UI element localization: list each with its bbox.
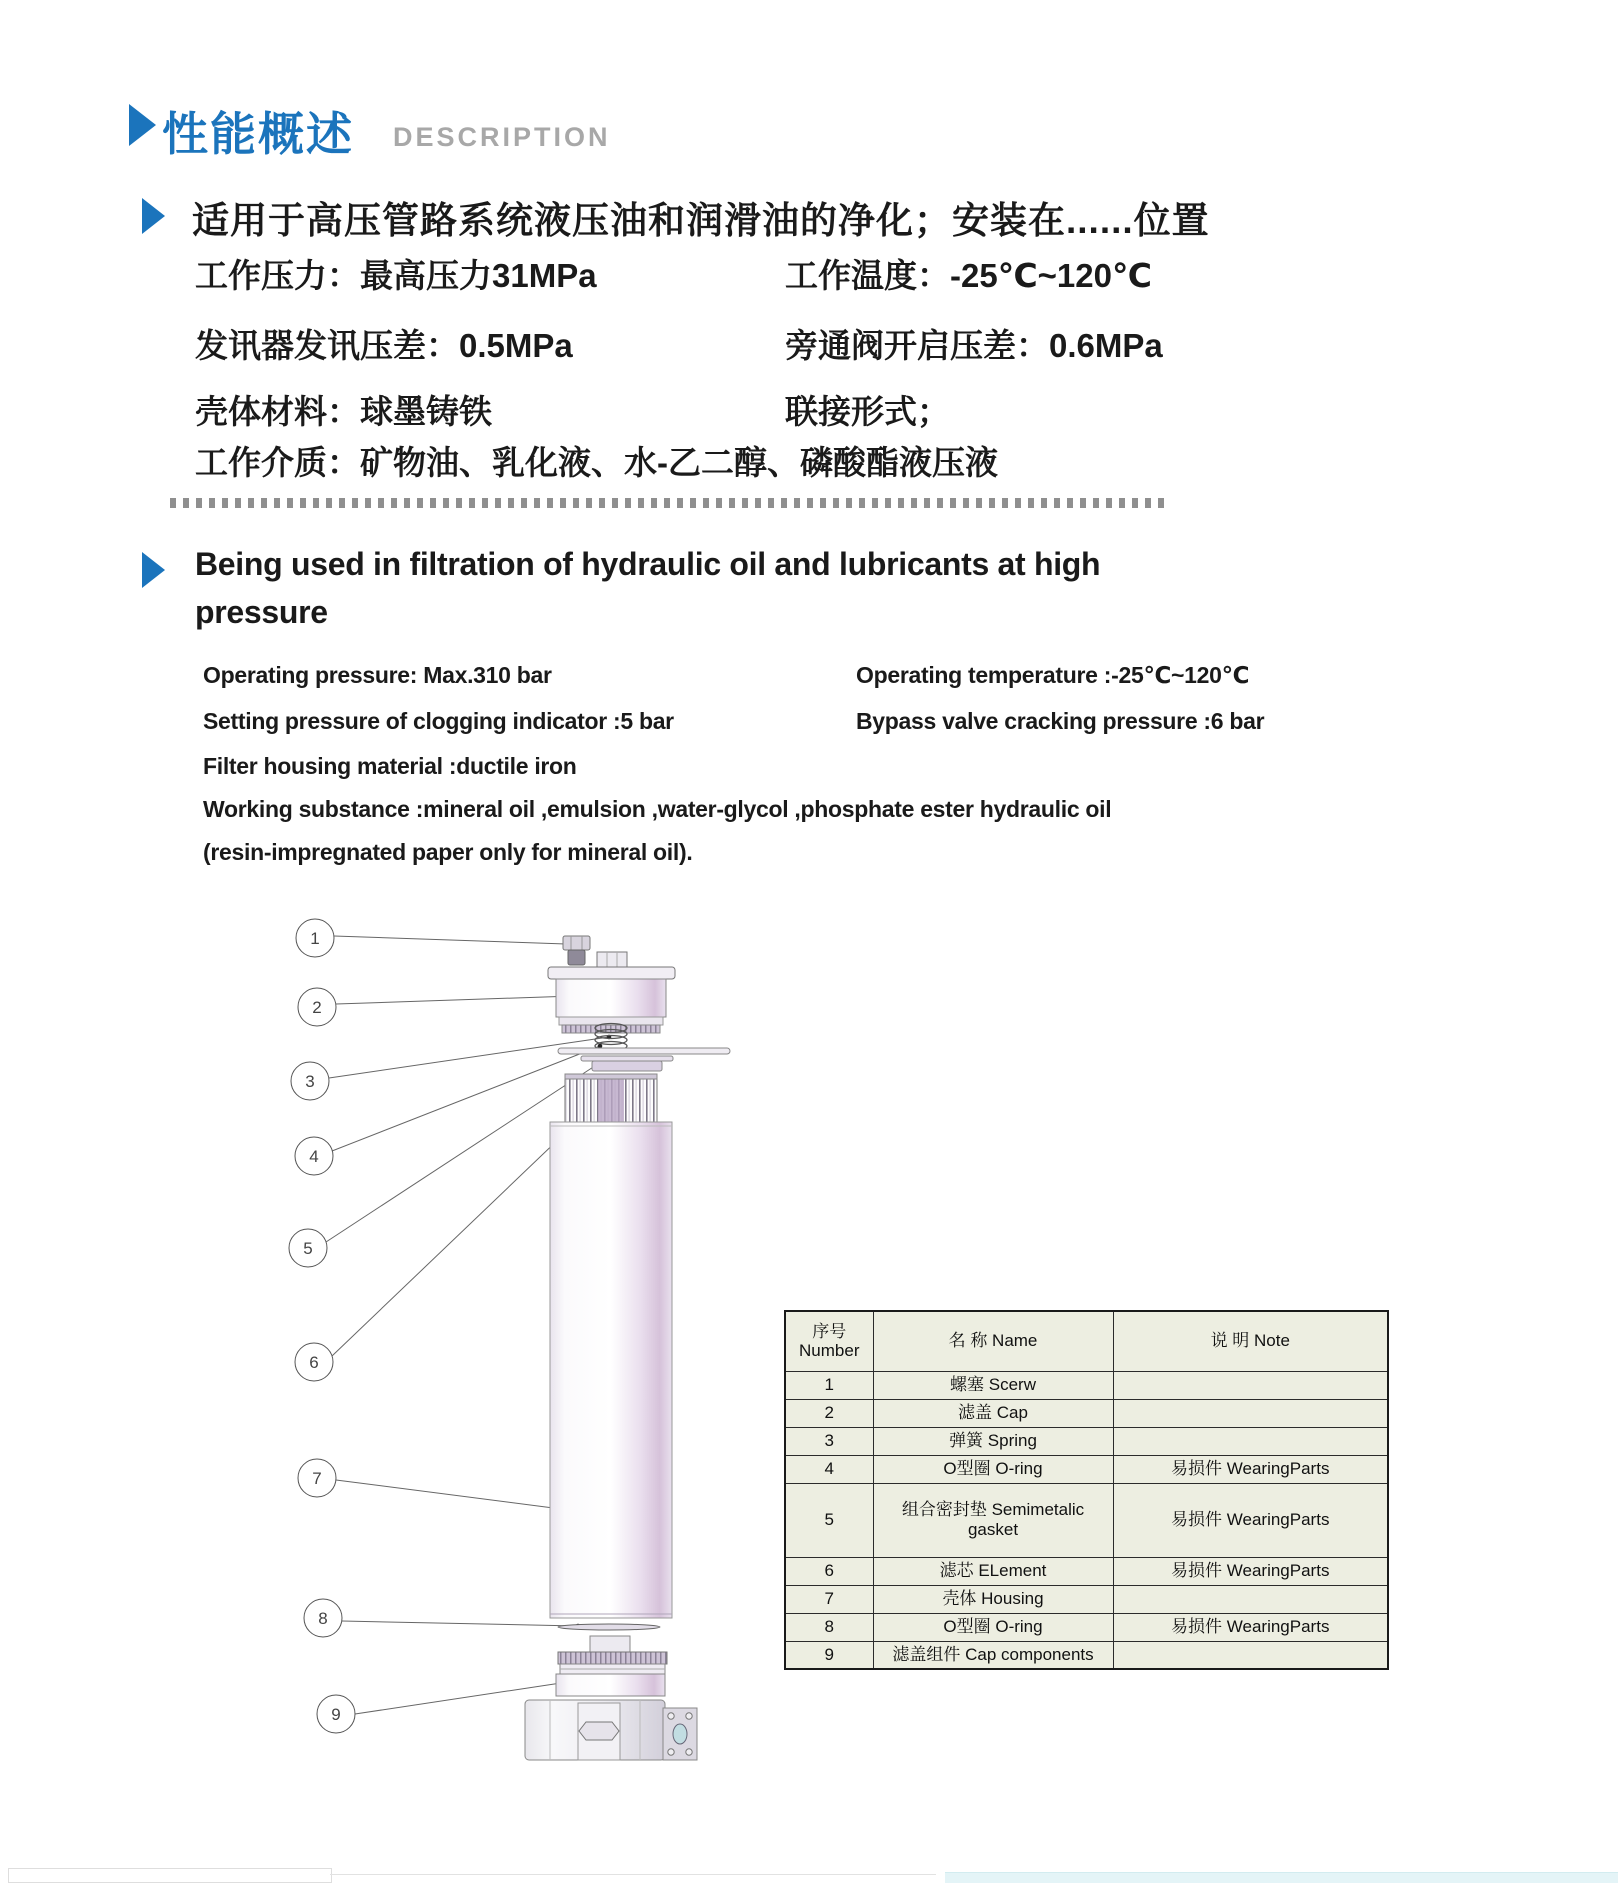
parts-table: [784, 1310, 1389, 1670]
zh-spec-right: 工作温度：-25℃~120℃: [785, 257, 1152, 294]
section1-arrow-icon: [129, 104, 156, 146]
callout-5: 5: [303, 1239, 313, 1258]
en-spec-left: (resin-impregnated paper only for mineral oil).: [203, 839, 693, 865]
cell-note: 易损件 WearingParts: [1113, 1557, 1388, 1585]
callout-balloons: [289, 919, 355, 1733]
section1-title-en: DESCRIPTION: [393, 122, 611, 152]
zh-spec-right: 联接形式；: [785, 393, 950, 430]
cell-note: 易损件 WearingParts: [1113, 1483, 1388, 1557]
zh-spec-row: [195, 250, 1475, 297]
section2-heading: 适用于高压管路系统液压油和润滑油的净化；安装在......位置: [192, 200, 1210, 241]
callout-3: 3: [305, 1072, 315, 1091]
callout-6: 6: [309, 1353, 319, 1372]
callout-1: 1: [310, 929, 320, 948]
cell-name: 滤盖组件 Cap components: [873, 1641, 1113, 1669]
cell-note: [1113, 1585, 1388, 1613]
base-block: [525, 1700, 697, 1760]
zh-spec-left: 工作介质：矿物油、乳化液、水-乙二醇、磷酸酯液压液: [195, 444, 998, 481]
table-row: [785, 1585, 1388, 1613]
cell-number: 1: [785, 1371, 873, 1399]
zh-spec-left: 壳体材料：球墨铸铁: [195, 393, 492, 430]
oring-top-part: [558, 1048, 730, 1054]
cap-part: [548, 952, 675, 1033]
table-header-name: 名 称 Name: [873, 1311, 1113, 1371]
table-row: [785, 1371, 1388, 1399]
gasket-part: [581, 1056, 673, 1071]
section3-heading-line1: Being used in filtration of hydraulic oil and lubricants at high: [195, 546, 1101, 582]
footer-cyan-bar: [945, 1872, 1618, 1883]
callout-8: 8: [318, 1609, 328, 1628]
cell-name: 组合密封垫 Semimetalic gasket: [873, 1483, 1113, 1557]
en-spec-left: Working substance :mineral oil ,emulsion ,water-glycol ,phosphate ester hydraulic oil: [203, 796, 1112, 822]
cell-note: [1113, 1427, 1388, 1455]
table-row: [785, 1483, 1388, 1557]
housing-part: [550, 1122, 672, 1618]
cell-name: O型圈 O-ring: [873, 1455, 1113, 1483]
section2-arrow-icon: [142, 198, 165, 234]
dotted-separator: [170, 498, 1170, 508]
cell-name: 滤芯 ELement: [873, 1557, 1113, 1585]
cell-name: 弹簧 Spring: [873, 1427, 1113, 1455]
zh-spec-row: [195, 320, 1475, 367]
cell-number: 7: [785, 1585, 873, 1613]
element-part: [565, 1074, 657, 1126]
table-row: [785, 1641, 1388, 1669]
en-spec-row: [203, 708, 1523, 735]
zh-spec-left: 工作压力：最高压力31MPa: [195, 257, 597, 294]
cell-number: 6: [785, 1557, 873, 1585]
cell-note: [1113, 1641, 1388, 1669]
table-row: [785, 1613, 1388, 1641]
en-spec-left: Operating pressure: Max.310 bar: [203, 662, 552, 688]
en-spec-row: [203, 839, 1523, 866]
callout-2: 2: [312, 998, 322, 1017]
table-header-note: 说 明 Note: [1113, 1311, 1388, 1371]
cell-number: 9: [785, 1641, 873, 1669]
en-spec-left: Setting pressure of clogging indicator :5 bar: [203, 708, 674, 734]
cell-name: 壳体 Housing: [873, 1585, 1113, 1613]
cap-components-part: [556, 1636, 667, 1696]
cell-note: 易损件 WearingParts: [1113, 1613, 1388, 1641]
section3-heading-line2: pressure: [195, 594, 328, 630]
table-header-number-zh: 序号: [812, 1321, 847, 1341]
cell-note: [1113, 1399, 1388, 1427]
en-spec-right: Bypass valve cracking pressure :6 bar: [856, 708, 1265, 734]
footer-line-sliver: [330, 1874, 936, 1875]
section1-title-zh: 性能概述: [162, 108, 354, 160]
cell-name: O型圈 O-ring: [873, 1613, 1113, 1641]
cell-note: [1113, 1371, 1388, 1399]
oring-bottom-part: [558, 1624, 660, 1630]
en-spec-right: Operating temperature :-25℃~120℃: [856, 662, 1250, 688]
filter-exploded-diagram: [240, 900, 800, 1780]
footer-box-sliver: [8, 1868, 332, 1883]
zh-spec-row: [195, 386, 1475, 433]
callout-4: 4: [309, 1147, 319, 1166]
section3-arrow-icon: [142, 552, 165, 588]
table-header-number: [785, 1311, 873, 1371]
cell-number: 3: [785, 1427, 873, 1455]
callout-9: 9: [331, 1705, 341, 1724]
table-row: [785, 1399, 1388, 1427]
en-spec-row: [203, 662, 1523, 689]
cell-name: 滤盖 Cap: [873, 1399, 1113, 1427]
en-spec-left: Filter housing material :ductile iron: [203, 753, 577, 779]
en-spec-row: [203, 753, 1523, 780]
cell-number: 5: [785, 1483, 873, 1557]
cell-number: 4: [785, 1455, 873, 1483]
cell-name: 螺塞 Scerw: [873, 1371, 1113, 1399]
table-row: [785, 1427, 1388, 1455]
screw-part: [563, 936, 590, 965]
en-spec-row: [203, 796, 1523, 823]
callout-7: 7: [312, 1469, 322, 1488]
table-row: [785, 1557, 1388, 1585]
table-header-row: [785, 1311, 1388, 1371]
cell-number: 8: [785, 1613, 873, 1641]
table-row: [785, 1455, 1388, 1483]
zh-spec-left: 发讯器发讯压差：0.5MPa: [195, 327, 573, 364]
cell-note: 易损件 WearingParts: [1113, 1455, 1388, 1483]
cell-number: 2: [785, 1399, 873, 1427]
zh-spec-right: 旁通阀开启压差：0.6MPa: [785, 327, 1163, 364]
zh-spec-row: [195, 437, 1475, 484]
table-header-number-en: Number: [799, 1341, 860, 1361]
